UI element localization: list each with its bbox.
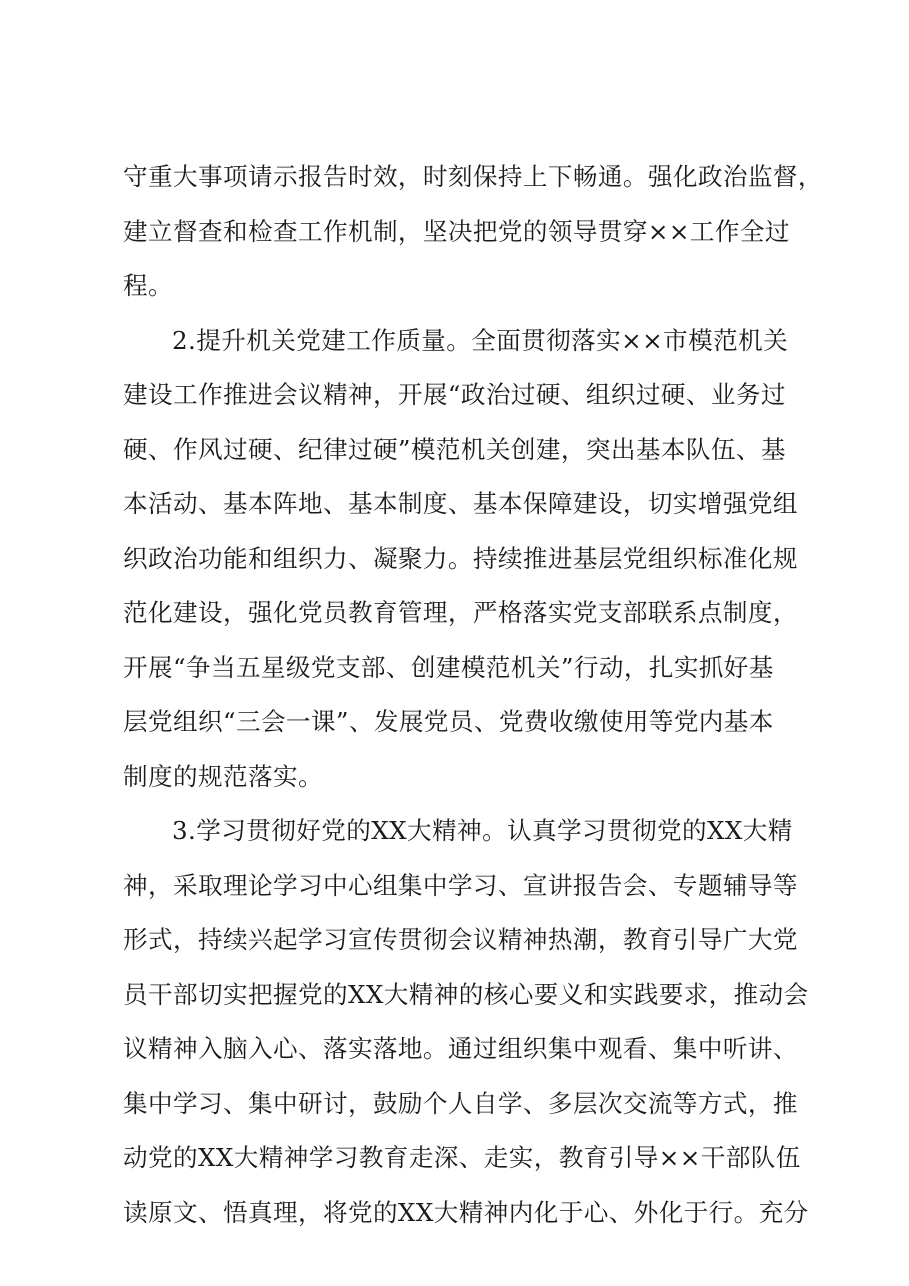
text-line: 形式，持续兴起学习宣传贯彻会议精神热潮，教育引导广大党	[123, 925, 798, 954]
text-line: 议精神入脑入心、落实落地。通过组织集中观看、集中听讲、	[123, 1034, 798, 1063]
text-line: 制度的规范落实。	[123, 761, 323, 791]
text-line: 层党组织“三会一课”、发展党员、党费收缴使用等党内基本	[123, 707, 774, 736]
text-line: 读原文、悟真理，将党的XX大精神内化于心、外化于行。充分	[123, 1197, 809, 1227]
text-line: 集中学习、集中研讨，鼓励个人自学、多层次交流等方式，推	[123, 1088, 798, 1118]
text-line: 本活动、基本阵地、基本制度、基本保障建设，切实增强党组	[123, 489, 798, 518]
text-line: 硬、作风过硬、纪律过硬”模范机关创建，突出基本队伍、基	[123, 434, 786, 464]
text-line: 守重大事项请示报告时效，时刻保持上下畅通。强化政治监督，	[123, 162, 823, 191]
text-line: 开展“争当五星级党支部、创建模范机关”行动，扎实抓好基	[123, 652, 774, 682]
section-heading-line: 2.提升机关党建工作质量。全面贯彻落实××市模范机关	[172, 325, 789, 355]
text-line: 动党的XX大精神学习教育走深、走实，教育引导××干部队伍	[123, 1143, 801, 1172]
text-line: 神，采取理论学习中心组集中学习、宣讲报告会、专题辅导等	[123, 870, 798, 900]
text-line: 织政治功能和组织力、凝聚力。持续推进基层党组织标准化规	[123, 543, 798, 573]
text-line: 建立督查和检查工作机制，坚决把党的领导贯穿××工作全过	[123, 216, 790, 246]
document-body	[123, 150, 823, 1240]
text-line: 范化建设，强化党员教育管理，严格落实党支部联系点制度，	[123, 598, 798, 627]
text-line: 建设工作推进会议精神，开展“政治过硬、组织过硬、业务过	[123, 380, 786, 409]
text-line: 员干部切实把握党的XX大精神的核心要义和实践要求，推动会	[123, 979, 809, 1009]
text-line: 程。	[123, 271, 173, 300]
section-heading-line: 3.学习贯彻好党的XX大精神。认真学习贯彻党的XX大精	[172, 816, 793, 845]
